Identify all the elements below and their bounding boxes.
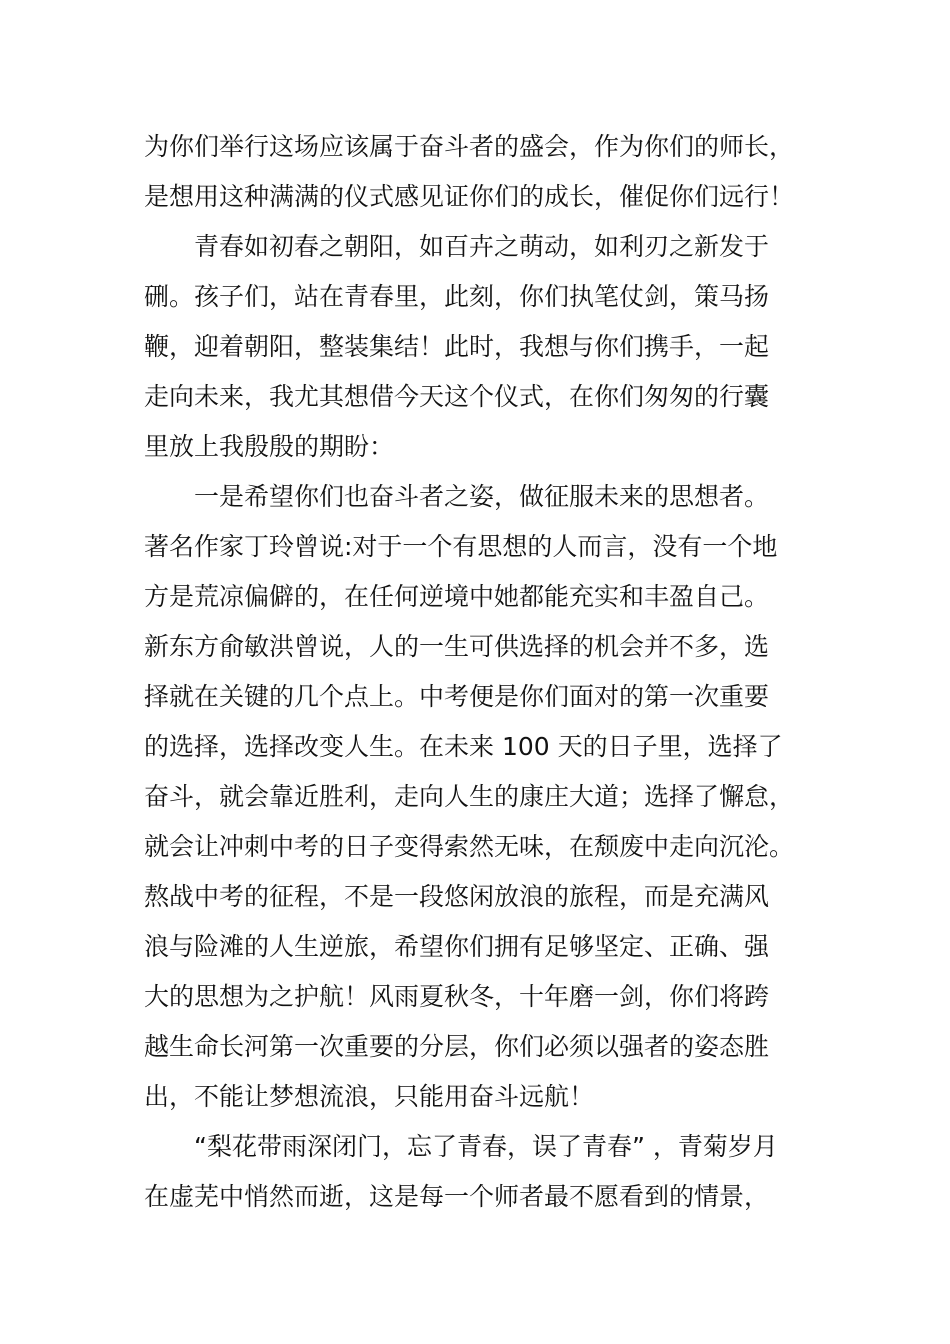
paragraph-first-line: “梨花带雨深闭门，忘了青春，误了青春” ，青菊岁月 [194, 1132, 778, 1161]
text-line: 浪与险滩的人生逆旅，希望你们拥有足够坚定、正确、强 [144, 932, 770, 961]
text-line: 越生命长河第一次重要的分层，你们必须以强者的姿态胜 [144, 1032, 770, 1061]
text-line: 为你们举行这场应该属于奋斗者的盛会，作为你们的师长， [144, 132, 795, 161]
paragraph-first-line: 一是希望你们也奋斗者之姿，做征服未来的思想者。 [194, 482, 770, 511]
text-line: 著名作家丁玲曾说:对于一个有思想的人而言，没有一个地 [144, 532, 778, 561]
text-line: 熬战中考的征程，不是一段悠闲放浪的旅程，而是充满风 [144, 882, 770, 911]
text-line: 硎。孩子们，站在青春里，此刻，你们执笔仗剑，策马扬 [144, 282, 770, 311]
text-line: 里放上我殷殷的期盼： [144, 432, 395, 461]
text-line: 择就在关键的几个点上。中考便是你们面对的第一次重要 [144, 682, 770, 711]
text-line: 在虚芜中悄然而逝，这是每一个师者最不愿看到的情景， [144, 1182, 770, 1211]
speech-text-body [144, 122, 809, 1222]
text-line: 鞭，迎着朝阳，整装集结！此时，我想与你们携手，一起 [144, 332, 770, 361]
text-line: 大的思想为之护航！风雨夏秋冬，十年磨一剑，你们将跨 [144, 982, 770, 1011]
text-line: 出，不能让梦想流浪，只能用奋斗远航！ [144, 1082, 595, 1111]
text-line: 方是荒凉偏僻的，在任何逆境中她都能充实和丰盈自己。 [144, 582, 770, 611]
paragraph-first-line: 青春如初春之朝阳，如百卉之萌动，如利刃之新发于 [194, 232, 770, 261]
text-line: 奋斗，就会靠近胜利，走向人生的康庄大道；选择了懈怠， [144, 782, 795, 811]
text-line: 新东方俞敏洪曾说，人的一生可供选择的机会并不多，选 [144, 632, 770, 661]
text-line: 走向未来，我尤其想借今天这个仪式，在你们匆匆的行囊 [144, 382, 770, 411]
text-line: 就会让冲刺中考的日子变得索然无味，在颓废中走向沉沦。 [144, 832, 795, 861]
text-line: 的选择，选择改变人生。在未来 100 天的日子里，选择了 [144, 732, 783, 761]
text-line: 是想用这种满满的仪式感见证你们的成长，催促你们远行！ [144, 182, 795, 211]
